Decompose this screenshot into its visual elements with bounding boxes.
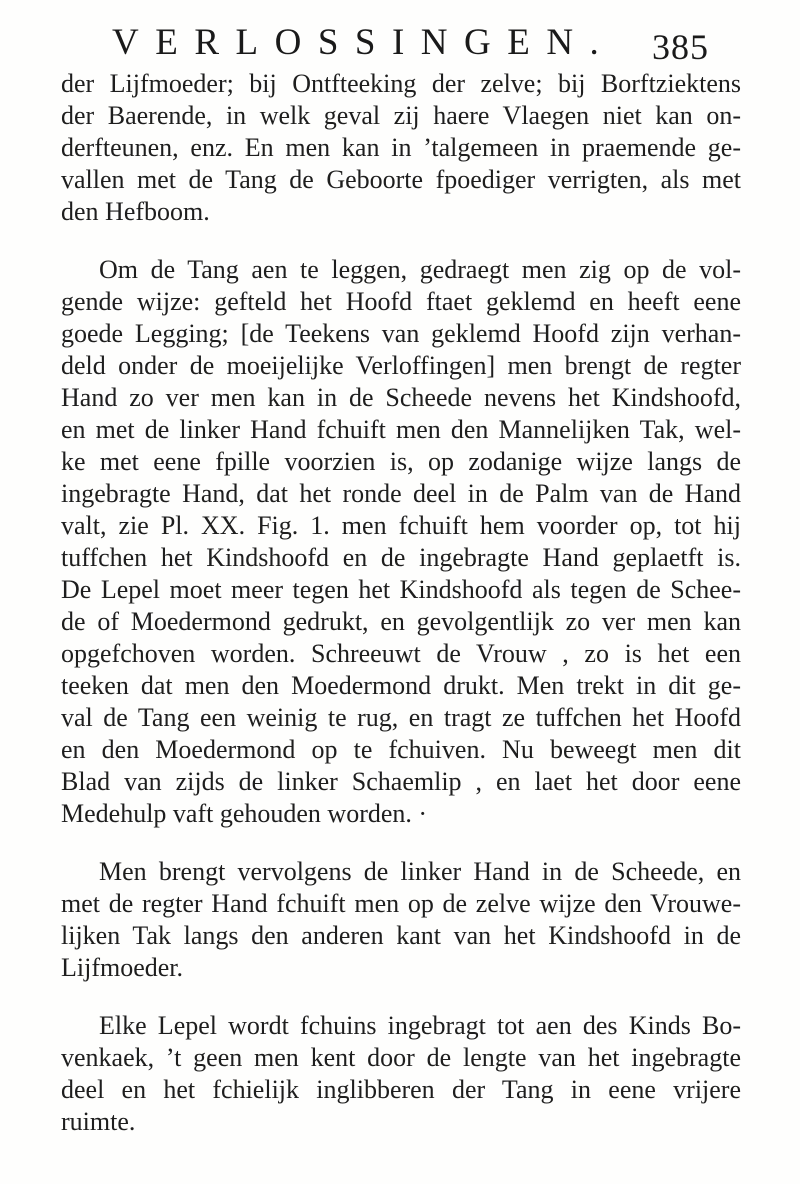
- text-line: Lijfmoeder.: [61, 953, 184, 982]
- text-line: met de regter Hand fchuift men op de zelve wijze den Vrouwe-: [61, 889, 741, 918]
- text-line: den Hefboom.: [61, 197, 210, 226]
- text-line: vallen met de Tang de Geboorte fpoediger verrigten, als met: [61, 165, 741, 194]
- paragraph: [61, 856, 741, 984]
- text-line: deld onder de moeijelijke Verloffingen] men brengt de regter: [61, 351, 741, 380]
- text-line: teeken dat men den Moedermond drukt. Men trekt in dit ge-: [61, 671, 741, 700]
- text-line: goede Legging; [de Teekens van geklemd Hoofd zijn verhan-: [61, 319, 741, 348]
- text-line: De Lepel moet meer tegen het Kindshoofd als tegen de Schee-: [61, 575, 741, 604]
- text-line: der Lijfmoeder; bij Ontfteeking der zelve; bij Borftziektens: [61, 69, 741, 98]
- text-line: ingebragte Hand, dat het ronde deel in de Palm van de Hand: [61, 479, 741, 508]
- paragraph-gap: [61, 228, 741, 254]
- text-line: gende wijze: gefteld het Hoofd ftaet geklemd en heeft eene: [61, 287, 741, 316]
- text-line: derfteunen, enz. En men kan in ’talgemeen in praemende ge-: [61, 133, 741, 162]
- text-line: Medehulp vaft gehouden worden. ·: [61, 799, 428, 828]
- text-line: Elke Lepel wordt fchuins ingebragt tot aen des Kinds Bo-: [99, 1011, 741, 1040]
- text-line: Men brengt vervolgens de linker Hand in de Scheede, en: [99, 857, 741, 886]
- text-line: val de Tang een weinig te rug, en tragt ze tuffchen het Hoofd: [61, 703, 741, 732]
- running-head: [112, 20, 709, 67]
- paragraph: [61, 1010, 741, 1138]
- text-line: deel en het fchielijk inglibberen der Tang in eene vrijere: [61, 1075, 741, 1104]
- text-line: ruimte.: [61, 1107, 136, 1136]
- text-line: en den Moedermond op te fchuiven. Nu beweegt men dit: [61, 735, 741, 764]
- page-number: 385: [652, 27, 709, 67]
- paragraph-gap: [61, 830, 741, 856]
- paragraph-gap: [61, 984, 741, 1010]
- text-line: der Baerende, in welk geval zij haere Vlaegen niet kan on-: [61, 101, 741, 130]
- text-line: tuffchen het Kindshoofd en de ingebragte Hand geplaetft is.: [61, 543, 741, 572]
- text-line: en met de linker Hand fchuift men den Mannelijken Tak, wel-: [61, 415, 741, 444]
- text-line: Om de Tang aen te leggen, gedraegt men zig op de vol-: [99, 255, 741, 284]
- text-line: opgefchoven worden. Schreeuwt de Vrouw , zo is het een: [61, 639, 741, 668]
- text-line: valt, zie Pl. XX. Fig. 1. men fchuift hem voorder op, tot hij: [61, 511, 741, 540]
- text-line: Hand zo ver men kan in de Scheede nevens het Kindshoofd,: [61, 383, 741, 412]
- text-line: venkaek, ’t geen men kent door de lengte van het ingebragte: [61, 1043, 741, 1072]
- text-line: lijken Tak langs den anderen kant van het Kindshoofd in de: [61, 921, 741, 950]
- paragraph: [61, 254, 741, 830]
- running-head-title: VERLOSSINGEN.: [112, 22, 616, 63]
- text-line: ke met eene fpille voorzien is, op zodanige wijze langs de: [61, 447, 741, 476]
- text-line: de of Moedermond gedrukt, en gevolgentlijk zo ver men kan: [61, 607, 741, 636]
- text-line: Blad van zijds de linker Schaemlip , en laet het door eene: [61, 767, 741, 796]
- body-text: [61, 68, 741, 1138]
- paragraph: [61, 68, 741, 228]
